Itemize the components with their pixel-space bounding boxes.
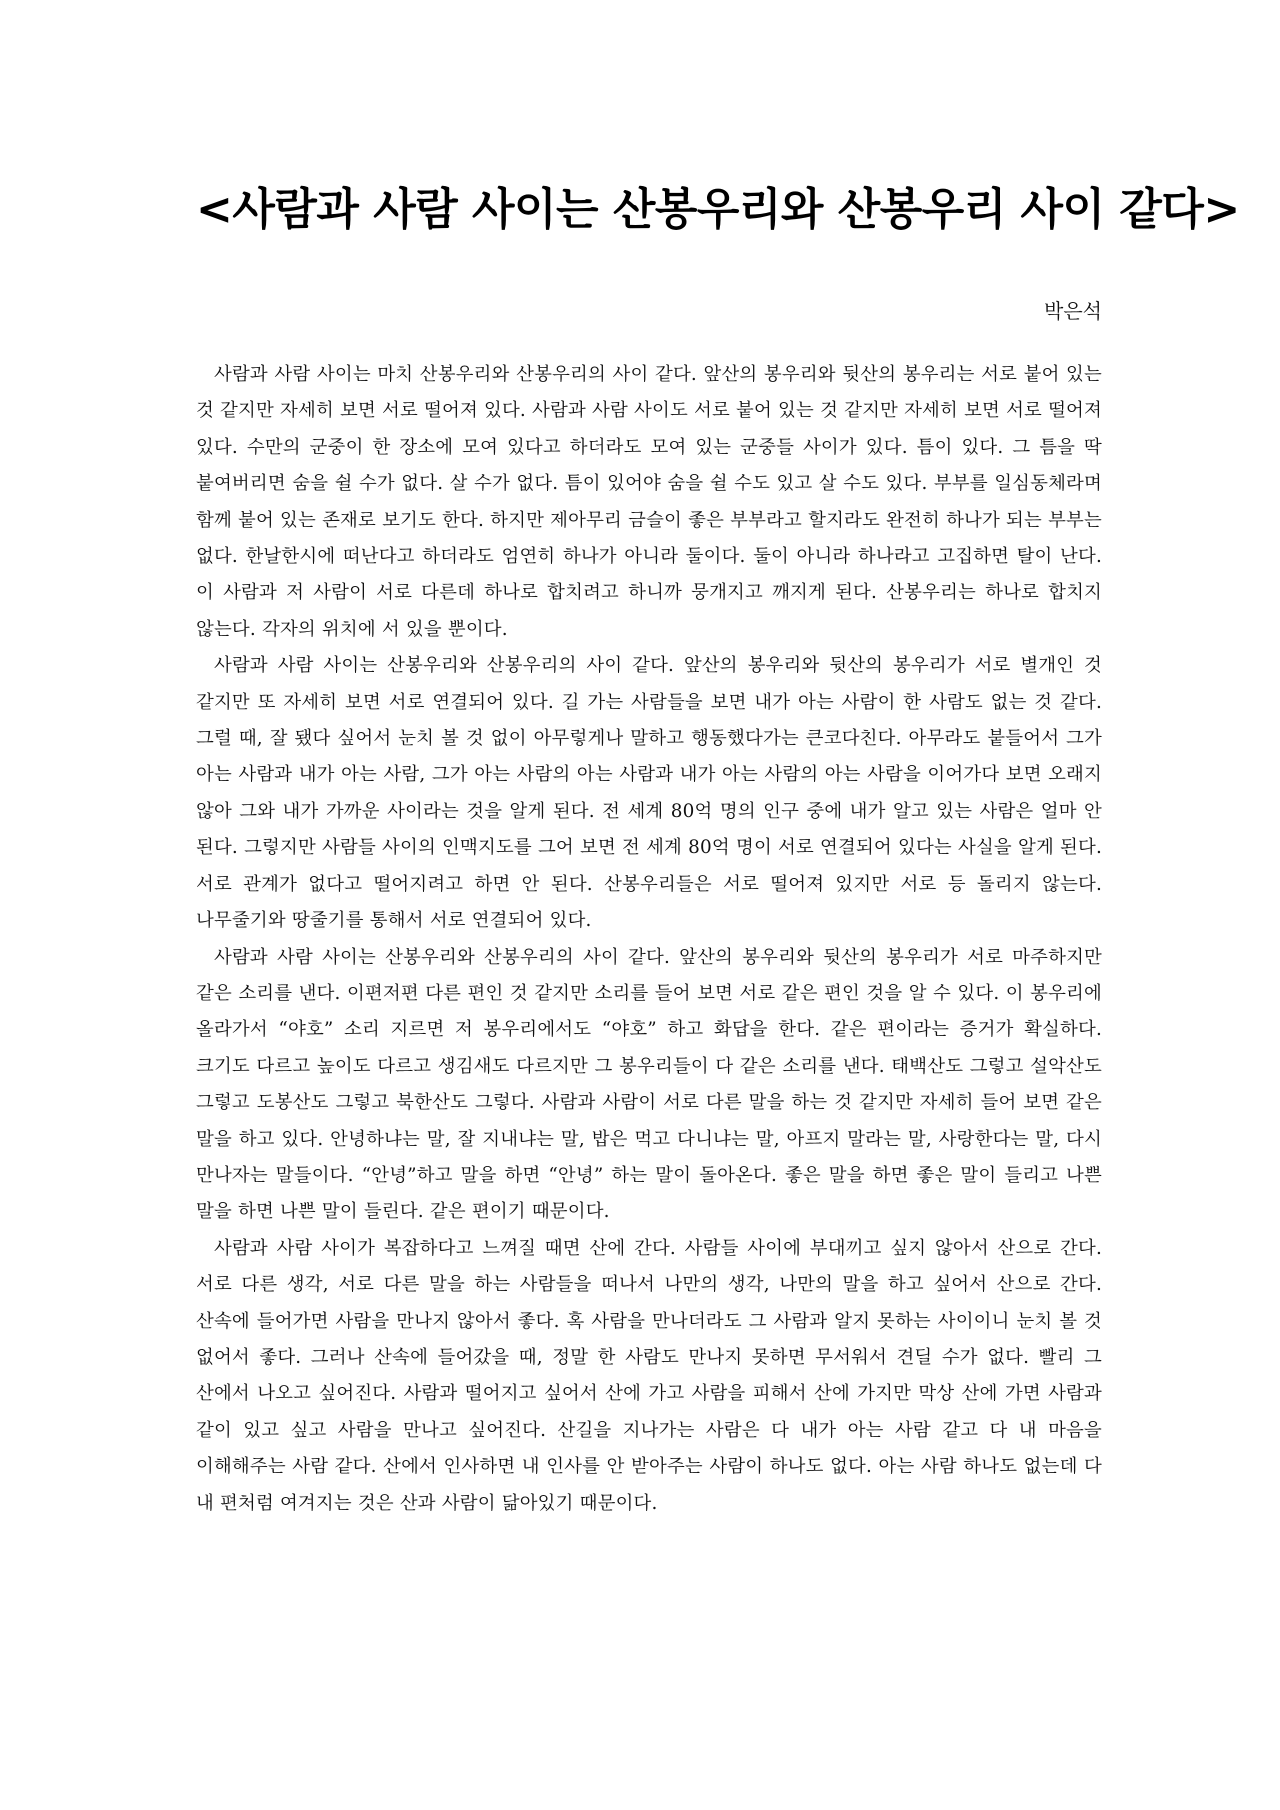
document-page [196,180,1240,1522]
paragraph-3: 사람과 사람 사이는 산봉우리와 산봉우리의 사이 같다. 앞산의 봉우리와 뒷산의 봉우리가 서로 마주하지만 같은 소리를 낸다. 이편저편 다른 편인 것 같지만 소리를 들어 보면 서로 같은 편인 것을 알 수 있다. 이 봉우리에 올라가서 “야호” 소리 지르면 저 봉우리에서도 “야호” 하고 화답을 한다. 같은 편이라는 증거가 확실하다. 크기도 다르고 높이도 다르고 생김새도 다르지만 그 봉우리들이 다 같은 소리를 낸다. 태백산도 그렇고 설악산도 그렇고 도봉산도 그렇고 북한산도 그렇다. 사람과 사람이 서로 다른 말을 하는 것 같지만 자세히 들어 보면 같은 말을 하고 있다. 안녕하냐는 말, 잘 지내냐는 말, 밥은 먹고 다니냐는 말, 아프지 말라는 말, 사랑한다는 말, 다시 만나자는 말들이다. “안녕”하고 말을 하면 “안녕” 하는 말이 돌아온다. 좋은 말을 하면 좋은 말이 들리고 나쁜 말을 하면 나쁜 말이 들린다. 같은 편이기 때문이다. [196,946,1102,1223]
paragraph-2: 사람과 사람 사이는 산봉우리와 산봉우리의 사이 같다. 앞산의 봉우리와 뒷산의 봉우리가 서로 별개인 것 같지만 또 자세히 보면 서로 연결되어 있다. 길 가는 사람들을 보면 내가 아는 사람이 한 사람도 없는 것 같다. 그럴 때, 잘 됐다 싶어서 눈치 볼 것 없이 아무렇게나 말하고 행동했다가는 큰코다친다. 아무라도 붙들어서 그가 아는 사람과 내가 아는 사람, 그가 아는 사람의 아는 사람과 내가 아는 사람의 아는 사람을 이어가다 보면 오래지 않아 그와 내가 가까운 사이라는 것을 알게 된다. 전 세계 80억 명의 인구 중에 내가 알고 있는 사람은 얼마 안 된다. 그렇지만 사람들 사이의 인맥지도를 그어 보면 전 세계 80억 명이 서로 연결되어 있다는 사실을 알게 된다. 서로 관계가 없다고 떨어지려고 하면 안 된다. 산봉우리들은 서로 떨어져 있지만 서로 등 돌리지 않는다. 나무줄기와 땅줄기를 통해서 서로 연결되어 있다. [196,655,1102,932]
essay-body [196,357,1102,1522]
author-name: 박은석 [1044,299,1102,323]
essay-title: <사람과 사람 사이는 산봉우리와 산봉우리 사이 같다> [196,184,1240,235]
paragraph-1: 사람과 사람 사이는 마치 산봉우리와 산봉우리의 사이 같다. 앞산의 봉우리와 뒷산의 봉우리는 서로 붙어 있는 것 같지만 자세히 보면 서로 떨어져 있다. 사람과 사람 사이도 서로 붙어 있는 것 같지만 자세히 보면 서로 떨어져 있다. 수만의 군중이 한 장소에 모여 있다고 하더라도 모여 있는 군중들 사이가 있다. 틈이 있다. 그 틈을 딱 붙여버리면 숨을 쉴 수가 없다. 살 수가 없다. 틈이 있어야 숨을 쉴 수도 있고 살 수도 있다. 부부를 일심동체라며 함께 붙어 있는 존재로 보기도 한다. 하지만 제아무리 금슬이 좋은 부부라고 할지라도 완전히 하나가 되는 부부는 없다. 한날한시에 떠난다고 하더라도 엄연히 하나가 아니라 둘이다. 둘이 아니라 하나라고 고집하면 탈이 난다. 이 사람과 저 사람이 서로 다른데 하나로 합치려고 하니까 뭉개지고 깨지게 된다. 산봉우리는 하나로 합치지 않는다. 각자의 위치에 서 있을 뿐이다. [196,364,1102,640]
paragraph-4: 사람과 사람 사이가 복잡하다고 느껴질 때면 산에 간다. 사람들 사이에 부대끼고 싶지 않아서 산으로 간다. 서로 다른 생각, 서로 다른 말을 하는 사람들을 떠나서 나만의 생각, 나만의 말을 하고 싶어서 산으로 간다. 산속에 들어가면 사람을 만나지 않아서 좋다. 혹 사람을 만나더라도 그 사람과 알지 못하는 사이이니 눈치 볼 것 없어서 좋다. 그러나 산속에 들어갔을 때, 정말 한 사람도 만나지 못하면 무서워서 견딜 수가 없다. 빨리 그 산에서 나오고 싶어진다. 사람과 떨어지고 싶어서 산에 가고 사람을 피해서 산에 가지만 막상 산에 가면 사람과 같이 있고 싶고 사람을 만나고 싶어진다. 산길을 지나가는 사람은 다 내가 아는 사람 같고 다 내 마음을 이해해주는 사람 같다. 산에서 인사하면 내 인사를 안 받아주는 사람이 하나도 없다. 아는 사람 하나도 없는데 다 내 편처럼 여겨지는 것은 산과 사람이 닮아있기 때문이다. [196,1237,1102,1514]
